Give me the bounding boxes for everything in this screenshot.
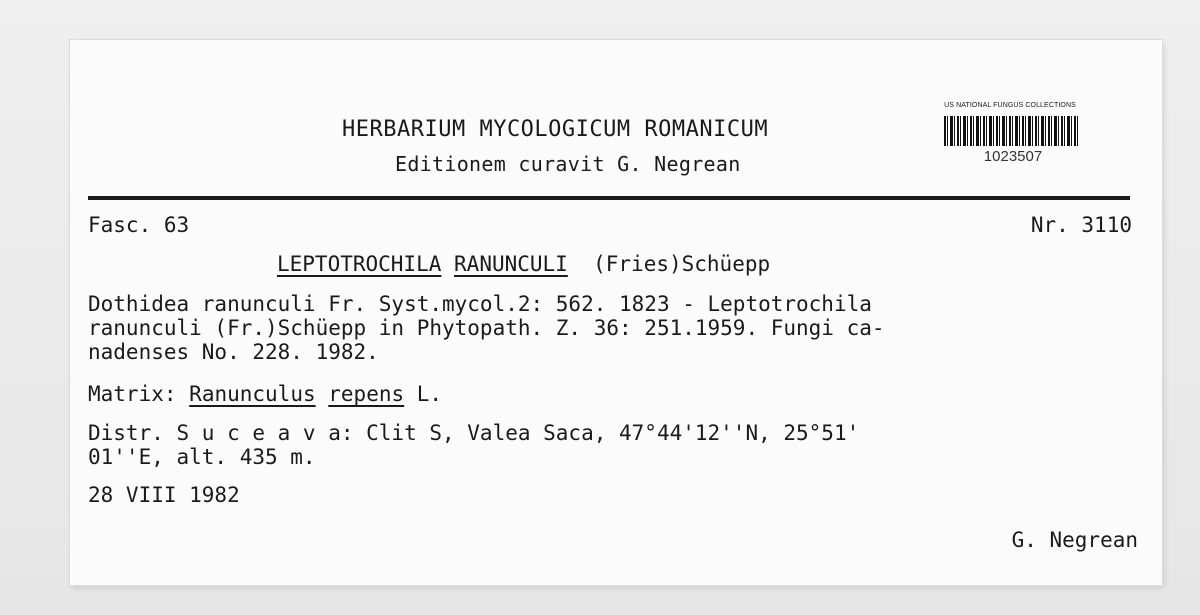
matrix-line (88, 382, 442, 406)
synonymy-line: nadenses No. 228. 1982. (88, 340, 379, 364)
matrix-species: repens (328, 382, 405, 406)
species-author: (Fries)Schüepp (593, 252, 771, 276)
species-genus: LEPTOTROCHILA (277, 252, 442, 276)
synonymy-line: Dothidea ranunculi Fr. Syst.mycol.2: 562. 1823 - Leptotrochila (88, 292, 872, 316)
barcode-sticker (938, 102, 1082, 166)
fascicle-number: Fasc. 63 (88, 213, 190, 237)
distribution-line: Distr. S u c e a v a: Clit S, Valea Saca, 47°44'12''N, 25°51' (88, 421, 860, 445)
collection-date: 28 VIII 1982 (88, 483, 240, 507)
herbarium-label (70, 40, 1162, 585)
barcode-number: 1023507 (983, 148, 1043, 165)
species-epithet: RANUNCULI (454, 252, 568, 276)
specimen-number: Nr. 3110 (1030, 213, 1132, 237)
label-subtitle: Editionem curavit G. Negrean (395, 152, 741, 176)
matrix-author: L. (416, 382, 443, 406)
synonymy-line: ranunculi (Fr.)Schüepp in Phytopath. Z. 36: 251.1959. Fungi ca- (88, 316, 885, 340)
matrix-genus: Ranunculus (189, 382, 316, 406)
matrix-label: Matrix: (88, 382, 177, 406)
collector-name: G. Negrean (1011, 528, 1138, 552)
distribution-line: 01''E, alt. 435 m. (88, 445, 316, 469)
header-divider (88, 196, 1130, 200)
label-title: HERBARIUM MYCOLOGICUM ROMANICUM (342, 117, 769, 142)
barcode-caption: US NATIONAL FUNGUS COLLECTIONS (944, 102, 1076, 109)
species-name (277, 252, 770, 276)
barcode-icon (944, 116, 1078, 146)
